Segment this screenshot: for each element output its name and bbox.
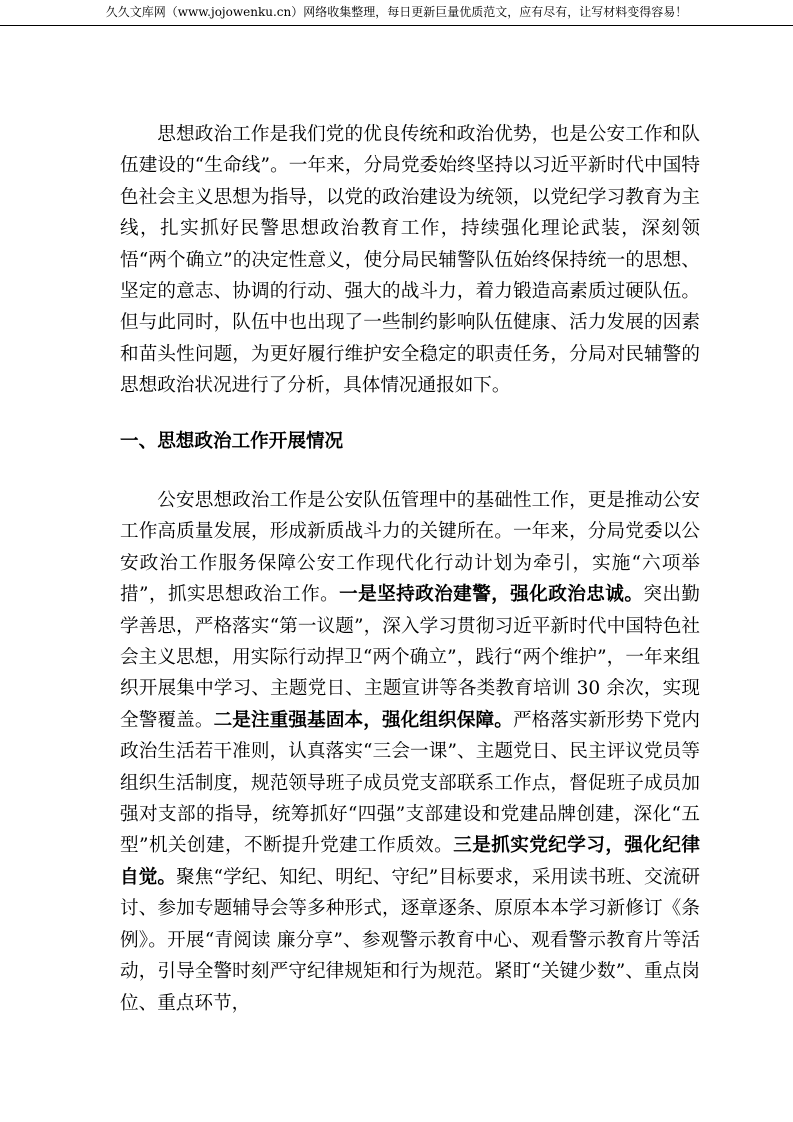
section-emphasis-1: 一是坚持政治建警，强化政治忠诚。 [339,584,644,606]
section-text-4: 聚焦“学纪、知纪、明纪、守纪”目标要求，采用读书班、交流研讨、参加专题辅导会等多种形式，逐章逐条、原原本本学习新修订《条例》。开展“青阅读 廉分享”、参观警示教育中心、观看警示教育片等活动，引导全警时刻严守纪律规矩和行为规范。紧盯“关键少数”、重点岗位、重点环节， [120,866,700,1014]
section-emphasis-3: 三是抓实党纪学习，强化纪律自觉。 [120,835,700,888]
section-heading: 一、思想政治工作开展情况 [120,431,344,452]
header-divider [0,25,793,26]
page-header: 久久文库网（www.jojowenku.cn）网络收集整理，每日更新巨量优质范文，应有尽有，让写材料变得容易！ [105,5,688,19]
section-text-3: 严格落实新形势下党内政治生活若干准则，认真落实“三会一课”、主题党日、民主评议党员等组织生活制度，规范领导班子成员党支部联系工作点，督促班子成员加强对支部的指导，统筹抓好“四强”支部建设和党建品牌创建，深化“五型”机关创建，不断提升党建工作质效。 [120,709,700,857]
intro-paragraph [120,119,700,402]
intro-text: 思想政治工作是我们党的优良传统和政治优势，也是公安工作和队伍建设的“生命线”。一年来，分局党委始终坚持以习近平新时代中国特色社会主义思想为指导，以党的政治建设为统领，以党纪学习教育为主线，扎实抓好民警思想政治教育工作，持续强化理论武装，深刻领悟“两个确立”的决定性意义，使分局民辅警队伍始终保持统一的思想、坚定的意志、协调的行动、强大的战斗力，着力锻造高素质过硬队伍。但与此同时，队伍中也出现了一些制约影响队伍健康、活力发展的因素和苗头性问题，为更好履行维护安全稳定的职责任务，分局对民辅警的思想政治状况进行了分析，具体情况通报如下。 [120,124,700,397]
section-text-1: 公安思想政治工作是公安队伍管理中的基础性工作，更是推动公安工作高质量发展，形成新质战斗力的关键所在。一年来，分局党委以公安政治工作服务保障公安工作现代化行动计划为牵引，实施“六项举措”，抓实思想政治工作。 [120,490,700,606]
section-emphasis-2: 二是注重强基固本，强化组织保障。 [213,709,513,731]
section-paragraph [120,485,700,1019]
section-text-2: 突出勤学善思，严格落实“第一议题”，深入学习贯彻习近平新时代中国特色社会主义思想，用实际行动捍卫“两个确立”，践行“两个维护”，一年来组织开展集中学习、主题党日、主题宣讲等各类教育培训 30 余次，实现全警覆盖。 [120,584,700,731]
